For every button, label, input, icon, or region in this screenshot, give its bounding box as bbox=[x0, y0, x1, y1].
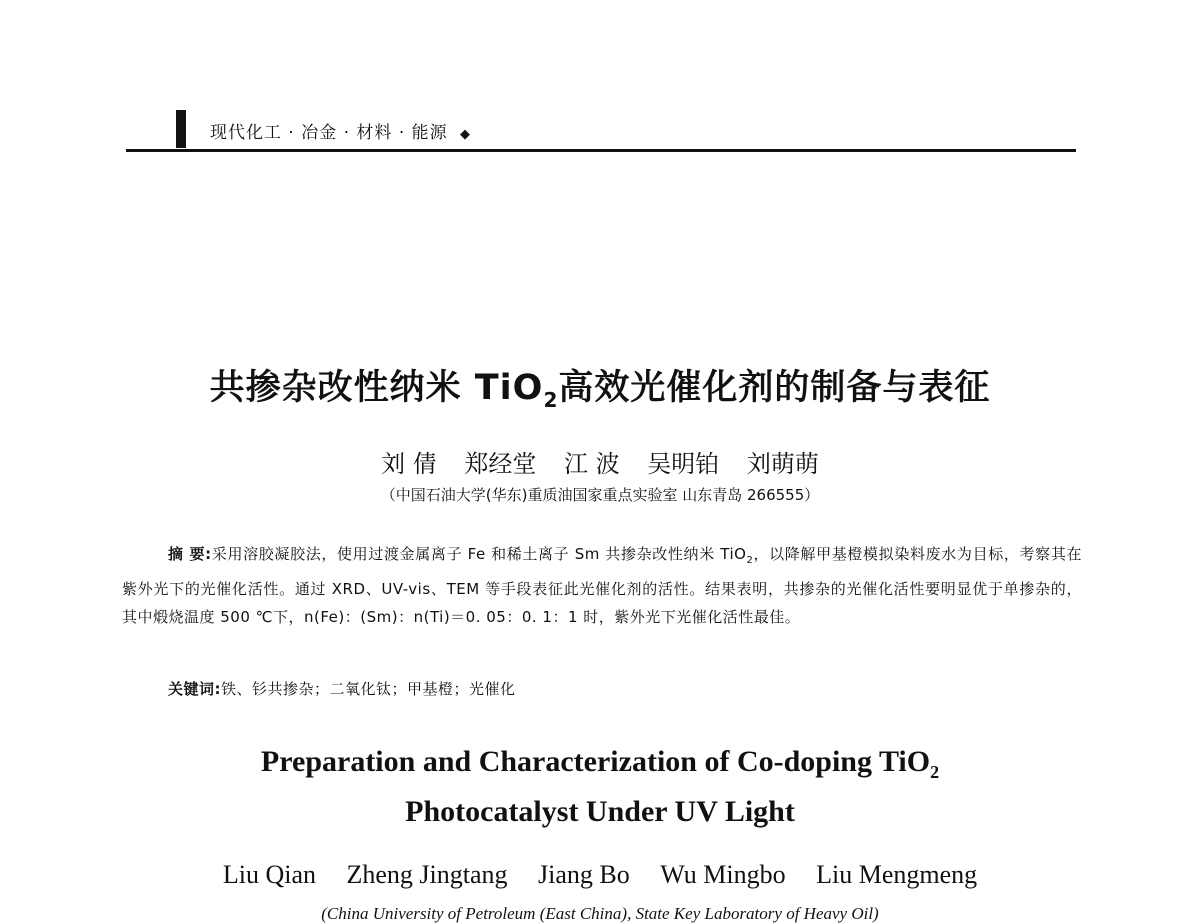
section-label: 现代化工 · 冶金 · 材料 · 能源 bbox=[210, 123, 448, 143]
author-en: Zheng Jingtang bbox=[346, 860, 508, 889]
author-cn: 江 波 bbox=[564, 450, 620, 478]
author-en: Wu Mingbo bbox=[660, 860, 786, 889]
header-rule bbox=[126, 149, 1076, 152]
author-en: Jiang Bo bbox=[538, 860, 630, 889]
abstract-label: 摘 要: bbox=[168, 545, 212, 563]
affiliation-chinese: （中国石油大学(华东)重质油国家重点实验室 山东青岛 266555） bbox=[380, 486, 820, 504]
journal-section-header bbox=[210, 118, 471, 143]
authors-english bbox=[0, 860, 1200, 890]
title-english: Preparation and Characterization of Co-doping TiO$_2$ Photocatalyst Under UV Light bbox=[260, 745, 940, 828]
author-cn: 刘 倩 bbox=[381, 450, 437, 478]
header-bar bbox=[176, 110, 186, 148]
author-cn: 郑经堂 bbox=[464, 450, 537, 478]
authors-chinese bbox=[0, 444, 1200, 479]
affiliation-english: (China University of Petroleum (East China), State Key Laboratory of Heavy Oil) bbox=[321, 904, 879, 923]
keywords-chinese: 关键词:铁、钐共掺杂；二氧化钛；甲基橙；光催化 bbox=[168, 680, 516, 698]
title-chinese: 共掺杂改性纳米 TiO$_2$高效光催化剂的制备与表征 bbox=[209, 368, 991, 412]
keywords-label: 关键词: bbox=[168, 680, 221, 698]
abstract-chinese: 摘 要:采用溶胶凝胶法，使用过渡金属离子 Fe 和稀土离子 Sm 共掺杂改性纳米 TiO$_2$，以降解甲基橙模拟染料废水为目标，考察其在紫外光下的光催化活性。通过 XRD、UV-vis、TEM 等手段表征此光催化剂的活性。结果表明，共掺杂的光催化活性要明显优于单掺杂的，其中煅烧温度 500 ℃下，n(Fe)：(Sm)：n(Ti)＝0. 05：0. 1：1 时，紫外光下光催化活性最佳。 bbox=[122, 545, 1082, 626]
author-en: Liu Qian bbox=[222, 860, 316, 889]
author-cn: 吴明铂 bbox=[647, 450, 720, 478]
author-en: Liu Mengmeng bbox=[816, 860, 978, 889]
diamond-icon: ◆ bbox=[460, 127, 472, 142]
author-cn: 刘萌萌 bbox=[746, 450, 819, 478]
